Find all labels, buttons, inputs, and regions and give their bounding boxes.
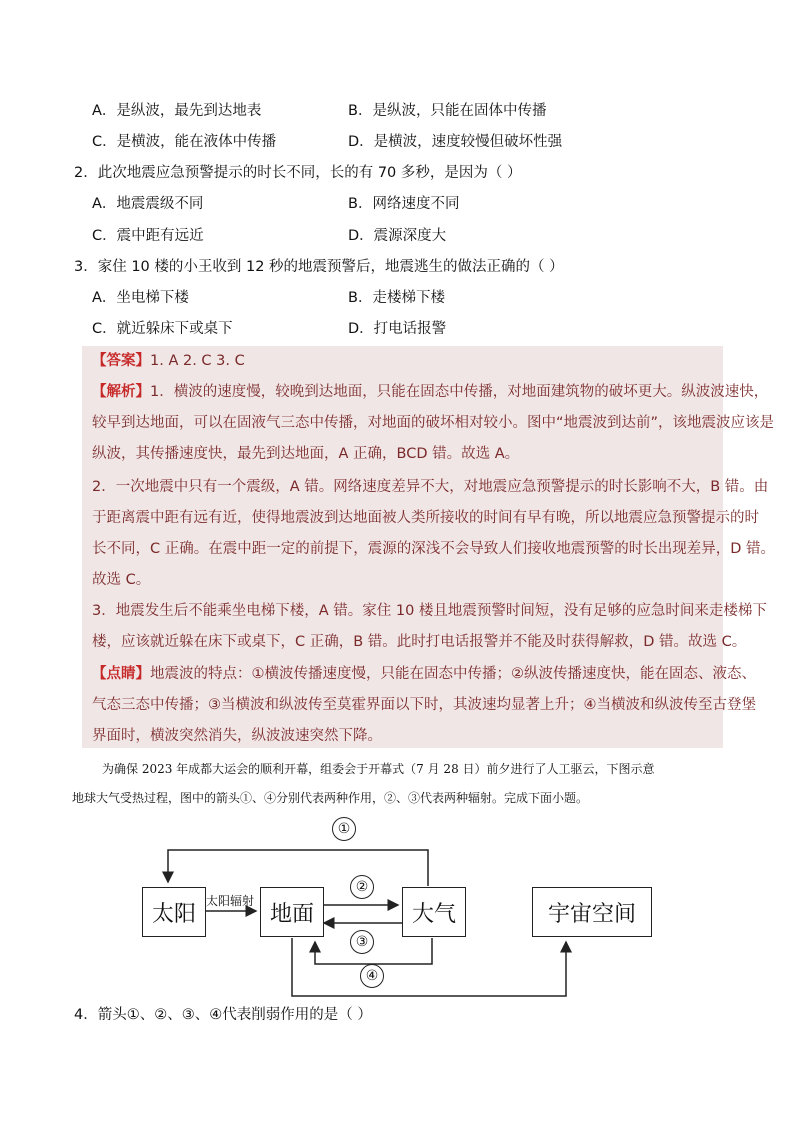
q3-option-b: B．走楼梯下楼 bbox=[348, 290, 445, 306]
q2-option-a: A．地震震级不同 bbox=[92, 196, 204, 212]
point-tag: 【点睛】 bbox=[92, 666, 150, 682]
analysis-line-7: 故选 C。 bbox=[92, 572, 151, 588]
analysis-line-3: 纵波，其传播速度快，最先到达地面，A 正确，BCD 错。故选 A。 bbox=[92, 446, 520, 462]
arrow-to-space bbox=[292, 938, 566, 996]
arrow-1 bbox=[168, 850, 428, 886]
q3-stem: 3．家住 10 楼的小王收到 12 秒的地震预警后，地震逃生的做法正确的（ ） bbox=[74, 259, 564, 275]
label-1: ① bbox=[332, 817, 356, 841]
q1-option-c: C．是横波，能在液体中传播 bbox=[92, 134, 277, 150]
analysis-line-2: 较早到达地面，可以在固液气三态中传播，对地面的破坏相对较小。图中“地震波到达前”，该地震波应该是 bbox=[92, 415, 775, 431]
q2-option-b: B．网络速度不同 bbox=[348, 196, 460, 212]
label-4: ④ bbox=[360, 964, 384, 988]
intro-line-2: 地球大气受热过程，图中的箭头①、④分别代表两种作用，②、③代表两种辐射。完成下面小题。 bbox=[72, 791, 589, 805]
q1-option-d: D．是横波，速度较慢但破坏性强 bbox=[348, 134, 563, 150]
q2-option-c: C．震中距有远近 bbox=[92, 228, 204, 244]
label-2: ② bbox=[350, 875, 374, 899]
sun-box: 太阳 bbox=[142, 887, 206, 937]
solar-radiation-label: 太阳辐射 bbox=[206, 894, 255, 908]
analysis-line-5: 于距离震中距有远有近，使得地震波到达地面被人类所接收的时间有早有晚，所以地震应急预警提示的时 bbox=[92, 510, 759, 526]
analysis-text-1: 1．横波的速度慢，较晚到达地面，只能在固态中传播，对地面建筑物的破坏更大。纵波波速快， bbox=[150, 384, 769, 400]
answer-text: 1. A 2. C 3. C bbox=[150, 353, 245, 369]
analysis-line-9: 楼，应该就近躲在床下或桌下，C 正确，B 错。此时打电话报警并不能及时获得解救，D 错。故选 C。 bbox=[92, 634, 747, 650]
q3-option-d: D．打电话报警 bbox=[348, 321, 447, 337]
point-line-2: 气态三态中传播；③当横波和纵波传至莫霍界面以下时，其波速均显著上升；④当横波和纵波传至古登堡 bbox=[92, 697, 756, 713]
analysis-line-6: 长不同，C 正确。在震中距一定的前提下，震源的深浅不会导致人们接收地震预警的时长出现差异，D 错。 bbox=[92, 541, 776, 557]
atmosphere-box: 大气 bbox=[402, 887, 466, 937]
intro-line-1: 为确保 2023 年成都大运会的顺利开幕，组委会于开幕式（7 月 28 日）前夕进行了人工驱云，下图示意 bbox=[102, 762, 655, 776]
q1-option-a: A．是纵波，最先到达地表 bbox=[92, 103, 262, 119]
ground-box: 地面 bbox=[260, 887, 324, 937]
analysis-line-1 bbox=[92, 382, 768, 402]
analysis-line-8: 3．地震发生后不能乘坐电梯下楼，A 错。家住 10 楼且地震预警时间短，没有足够的应急时间来走楼梯下 bbox=[92, 603, 767, 619]
q1-option-b: B．是纵波，只能在固体中传播 bbox=[348, 103, 547, 119]
q3-option-c: C．就近躲床下或桌下 bbox=[92, 321, 233, 337]
space-box: 宇宙空间 bbox=[532, 887, 652, 937]
heating-process-diagram bbox=[130, 812, 670, 1012]
q2-option-d: D．震源深度大 bbox=[348, 228, 447, 244]
point-text-1: 地震波的特点：①横波传播速度慢，只能在固态中传播；②纵波传播速度快，能在固态、液态、 bbox=[150, 666, 756, 682]
analysis-line-4: 2．一次地震中只有一个震级，A 错。网络速度差异不大，对地震应急预警提示的时长影响不大，B 错。由 bbox=[92, 479, 769, 495]
point-line-1 bbox=[92, 664, 756, 684]
point-line-3: 界面时，横波突然消失，纵波波速突然下降。 bbox=[92, 728, 382, 744]
analysis-tag: 【解析】 bbox=[92, 384, 150, 400]
answer-line bbox=[92, 351, 245, 371]
answer-tag: 【答案】 bbox=[92, 353, 150, 369]
label-3: ③ bbox=[350, 930, 374, 954]
q3-option-a: A．坐电梯下楼 bbox=[92, 290, 189, 306]
q4-stem: 4．箭头①、②、③、④代表削弱作用的是（ ） bbox=[74, 1007, 372, 1023]
q2-stem: 2．此次地震应急预警提示的时长不同，长的有 70 多秒，是因为（ ） bbox=[74, 165, 522, 181]
